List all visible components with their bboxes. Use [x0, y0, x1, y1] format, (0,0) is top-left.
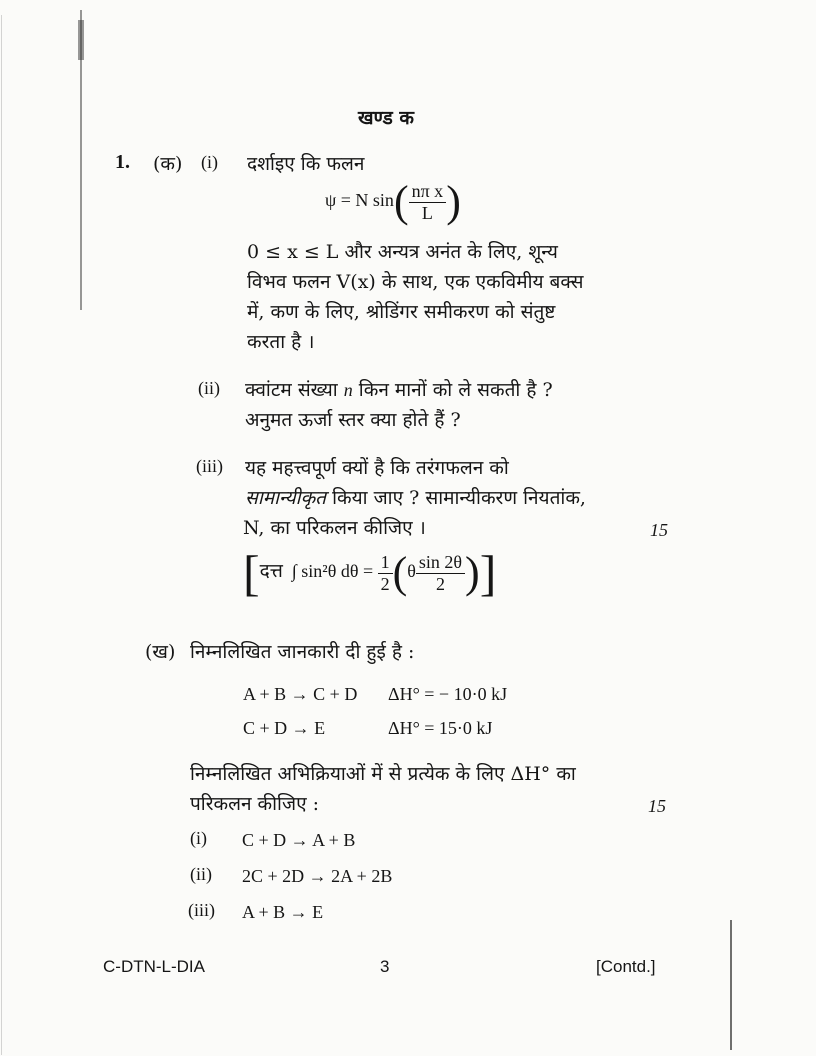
fraction-numerator: nπ x [409, 181, 447, 203]
reaction-equation: C + D → E [243, 718, 326, 738]
margin-scan-mark [78, 20, 84, 60]
continued-label: [Contd.] [596, 957, 656, 976]
q1-ii-text: क्वांटम संख्या [245, 379, 344, 401]
fraction-denominator: 2 [435, 573, 445, 594]
margin-scan-mark [1, 15, 2, 1055]
theta-term: θ [407, 561, 416, 582]
half-fraction [378, 552, 393, 595]
item-equation: 2C + 2D → 2A + 2B [242, 866, 393, 886]
q1-iii-line: N, का परिकलन कीजिए । [243, 517, 426, 539]
q1-iii-text: किया जाए ? सामान्यीकरण नियतांक, [326, 487, 586, 509]
subpart-label: (ii) [198, 378, 220, 398]
given-label: दत्त [259, 561, 283, 583]
sin-fraction [416, 552, 465, 595]
q1-iii-line2 [245, 484, 586, 510]
given-formula [243, 545, 497, 601]
fraction [409, 181, 447, 224]
fraction-numerator: sin 2θ [416, 552, 465, 574]
item-equation: C + D → A + B [242, 830, 356, 850]
marks: 15 [648, 796, 666, 816]
item-equation: A + B → E [242, 902, 324, 922]
bracket-right: ] [479, 545, 497, 601]
q1-ii-text: किन मानों को ले सकती है ? [352, 379, 553, 401]
item-label: (ii) [190, 864, 212, 884]
quantum-number-variable: n [343, 380, 353, 400]
section-title: खण्ड क [358, 107, 414, 129]
fraction-denominator: 2 [380, 573, 390, 594]
q1-i-line: करता है । [247, 331, 315, 353]
q1-i-line: में, कण के लिए, श्रोडिंगर समीकरण को संतुष्ट [247, 301, 556, 323]
q1-ii-line1 [245, 376, 553, 402]
part-b-label: (ख) [145, 641, 176, 663]
bracket-left: [ [243, 545, 260, 601]
reaction-enthalpy: ΔH° = 15·0 kJ [388, 718, 493, 738]
part-b-intro: निम्नलिखित जानकारी दी हुई है : [190, 641, 415, 663]
paren-left: ( [392, 548, 408, 597]
paren-left: ( [393, 177, 409, 226]
marks: 15 [650, 520, 668, 540]
margin-scan-mark [730, 920, 732, 1050]
part-b-instruction: परिकलन कीजिए : [190, 793, 320, 815]
q1-i-intro: दर्शाइए कि फलन [247, 153, 365, 175]
question-number: 1. [115, 151, 130, 173]
integral-expression: ∫ sin²θ dθ [291, 561, 359, 582]
reaction-equation: A + B → C + D [243, 684, 358, 704]
item-label: (iii) [188, 900, 215, 920]
q1-i-line: विभव फलन V(x) के साथ, एक एकविमीय बक्स [247, 271, 584, 293]
paren-right: ) [465, 548, 480, 597]
page-number: 3 [380, 957, 390, 976]
equation-lhs: ψ = N sin [325, 190, 394, 211]
paren-right: ) [446, 177, 461, 226]
subpart-label: (iii) [196, 456, 223, 476]
part-b-instruction: निम्नलिखित अभिक्रियाओं में से प्रत्येक के लिए ΔH° का [190, 763, 576, 785]
wavefunction-equation [325, 177, 461, 226]
italic-term: सामान्यीकृत [245, 487, 327, 509]
q1-iii-line: यह महत्त्वपूर्ण क्यों है कि तरंगफलन को [245, 457, 509, 479]
part-a-label: (क) [153, 153, 183, 175]
q1-ii-line2: अनुमत ऊर्जा स्तर क्या होते हैं ? [245, 409, 461, 431]
q1-i-line: 0 ≤ x ≤ L और अन्यत्र अनंत के लिए, शून्य [247, 241, 558, 263]
item-label: (i) [190, 828, 207, 848]
fraction-numerator: 1 [378, 552, 393, 574]
subpart-label: (i) [201, 152, 218, 172]
fraction-denominator: L [421, 202, 433, 223]
footer-code: C-DTN-L-DIA [103, 957, 205, 976]
reaction-enthalpy: ΔH° = − 10·0 kJ [388, 684, 508, 704]
equals-sign: = [362, 561, 374, 582]
